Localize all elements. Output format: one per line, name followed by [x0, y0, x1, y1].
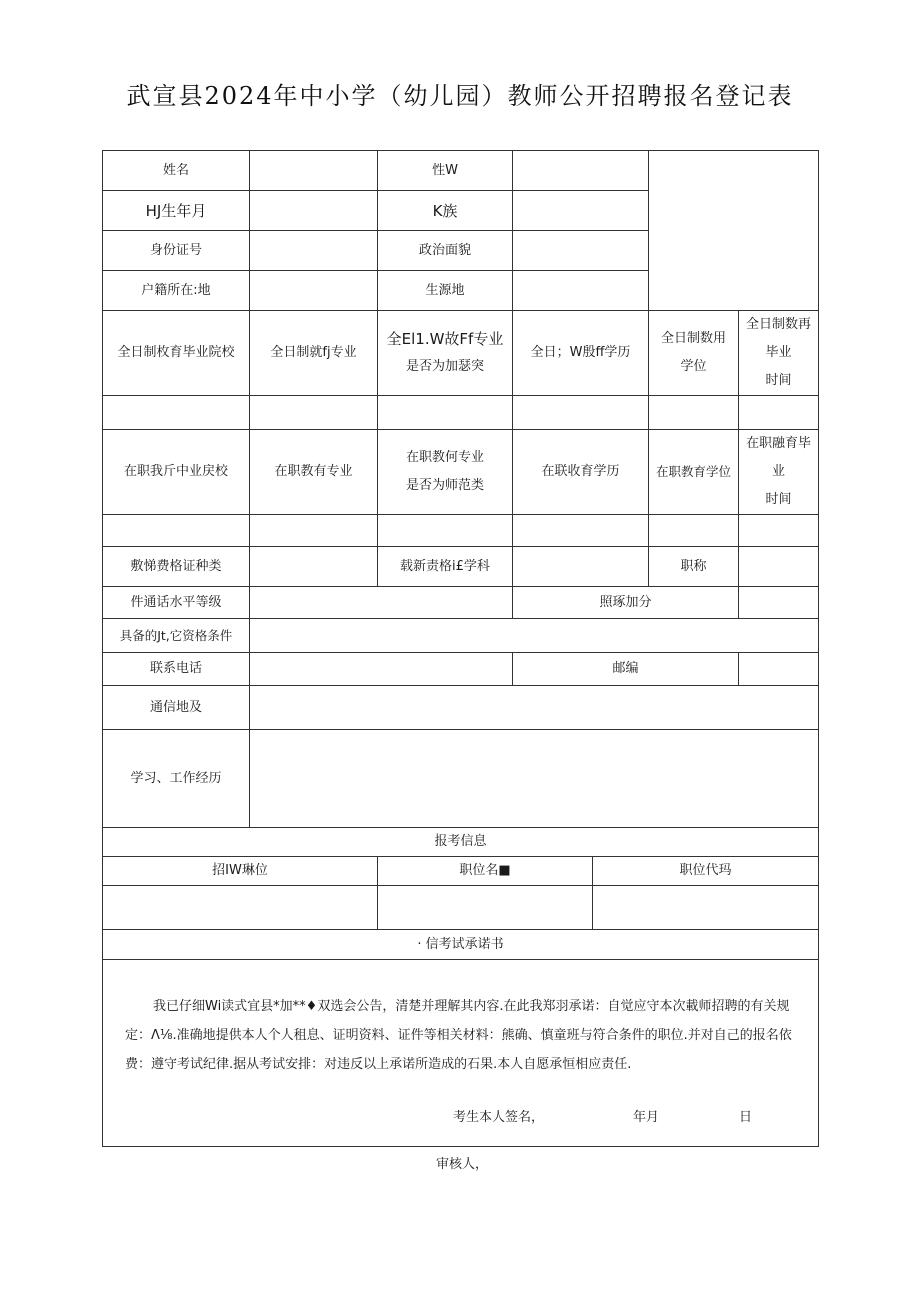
field-postcode[interactable]	[739, 653, 819, 686]
field-hukou[interactable]	[250, 271, 378, 311]
reviewer-label: 审核人，	[436, 1157, 489, 1172]
label-ft-gradtime-line1: 全日制数再毕业	[745, 317, 811, 360]
label-position-code: 职位代玛	[593, 857, 819, 886]
label-mandarin: 件通话水平等级	[103, 587, 250, 619]
field-cert-subject[interactable]	[513, 547, 649, 587]
field-pt-gradtime[interactable]	[739, 515, 819, 547]
label-politics: 政治面貌	[378, 231, 513, 271]
label-ft-normal-line2: 是否为加瑟突	[405, 359, 484, 374]
label-birth: HJ生年月	[103, 191, 250, 231]
field-ft-degree[interactable]	[649, 396, 739, 430]
label-unit: 招IW琳位	[103, 857, 378, 886]
label-postcode: 邮编	[513, 653, 739, 686]
field-mandarin[interactable]	[250, 587, 513, 619]
label-pt-gradtime-line2: 时间	[765, 492, 792, 507]
field-ft-normal[interactable]	[378, 396, 513, 430]
apply-info-header: 报考信息	[103, 828, 819, 857]
field-gender[interactable]	[513, 151, 649, 191]
label-pt-school: 在职我斤中业戻校	[103, 430, 250, 515]
field-position-code[interactable]	[593, 886, 819, 930]
label-name: 姓名	[103, 151, 250, 191]
label-cert-subject: 载新责格i£学科	[378, 547, 513, 587]
field-bonus[interactable]	[739, 587, 819, 619]
field-resume[interactable]	[250, 730, 819, 828]
field-other-qual[interactable]	[250, 619, 819, 653]
field-pt-degree[interactable]	[649, 515, 739, 547]
field-pt-edu[interactable]	[513, 515, 649, 547]
label-ft-major: 全日制就fj专业	[250, 311, 378, 396]
label-title-rank: 职称	[649, 547, 739, 587]
label-pt-edu: 在联收育学历	[513, 430, 649, 515]
field-birth[interactable]	[250, 191, 378, 231]
label-ft-degree-line2: 学位	[680, 359, 707, 374]
field-ft-major[interactable]	[250, 396, 378, 430]
field-unit[interactable]	[103, 886, 378, 930]
label-id-no: 身份证号	[103, 231, 250, 271]
field-title-rank[interactable]	[739, 547, 819, 587]
label-ft-edu: 全日；W殷ff学历	[513, 311, 649, 396]
label-bonus: 照琢加分	[513, 587, 739, 619]
field-ethnic[interactable]	[513, 191, 649, 231]
label-phone: 联系电话	[103, 653, 250, 686]
label-ft-gradtime	[739, 311, 819, 396]
label-origin: 生源地	[378, 271, 513, 311]
field-id-no[interactable]	[250, 231, 378, 271]
field-position-name[interactable]	[378, 886, 593, 930]
label-pt-gradtime-line1: 在职融育毕业	[745, 436, 811, 479]
label-gender: 性W	[378, 151, 513, 191]
label-ft-normal	[378, 311, 513, 396]
pledge-title: · 信考试承诺书	[103, 930, 819, 960]
field-pt-major[interactable]	[250, 515, 378, 547]
registration-table	[102, 150, 819, 1147]
label-pt-normal-line1: 在职教何专业	[405, 450, 484, 465]
label-cert-type: 敷悌费格证种类	[103, 547, 250, 587]
label-pt-degree: 在职教育学位	[649, 430, 739, 515]
label-other-qual: 具备的Jt,它资格条件	[103, 619, 250, 653]
field-cert-type[interactable]	[250, 547, 378, 587]
field-name[interactable]	[250, 151, 378, 191]
pledge-section	[103, 960, 819, 1147]
label-address: 通信地及	[103, 686, 250, 730]
label-ethnic: K族	[378, 191, 513, 231]
field-address[interactable]	[250, 686, 819, 730]
field-pt-normal[interactable]	[378, 515, 513, 547]
photo-area[interactable]	[649, 151, 819, 311]
label-position-name: 职位名■	[378, 857, 593, 886]
label-pt-gradtime	[739, 430, 819, 515]
field-ft-gradtime[interactable]	[739, 396, 819, 430]
label-pt-normal	[378, 430, 513, 515]
field-phone[interactable]	[250, 653, 513, 686]
year-month-label: 年月	[633, 1110, 660, 1125]
label-ft-school: 全日制枚育毕业院校	[103, 311, 250, 396]
signature-label: 考生本人签名，	[453, 1110, 545, 1125]
day-label: 日	[739, 1110, 753, 1125]
label-ft-gradtime-line2: 时间	[765, 373, 792, 388]
label-pt-major: 在职教有专业	[250, 430, 378, 515]
field-politics[interactable]	[513, 231, 649, 271]
label-ft-normal-line1: 全El1.W故Ff专业	[386, 330, 504, 348]
label-resume: 学习、工作经历	[103, 730, 250, 828]
field-ft-edu[interactable]	[513, 396, 649, 430]
pledge-text: 我已仔细Wi读式宜县*加**♦双选会公告，清楚并理解其内容.在此我郑羽承诺：自觉应守本次載师招聘的有关规定：Λ⅛.准确地提供本人个人租息、证明资料、证件等相关材料：熊确、慎童班与符合条件的职位.并对自己的报名依费：遵守考试纪律.据从考试安排：对违反以上承诺所造成的石果.本人自愿承恒相应责任.	[125, 999, 792, 1072]
label-ft-degree-line1: 全日制数用	[660, 331, 726, 346]
field-pt-school[interactable]	[103, 515, 250, 547]
label-pt-normal-line2: 是否为师范类	[405, 478, 484, 493]
field-origin[interactable]	[513, 271, 649, 311]
label-ft-degree	[649, 311, 739, 396]
form-title: 武宣县2024年中小学（幼儿园）教师公开招聘报名登记表	[126, 82, 794, 110]
field-ft-school[interactable]	[103, 396, 250, 430]
label-hukou: 户籍所在:地	[103, 271, 250, 311]
